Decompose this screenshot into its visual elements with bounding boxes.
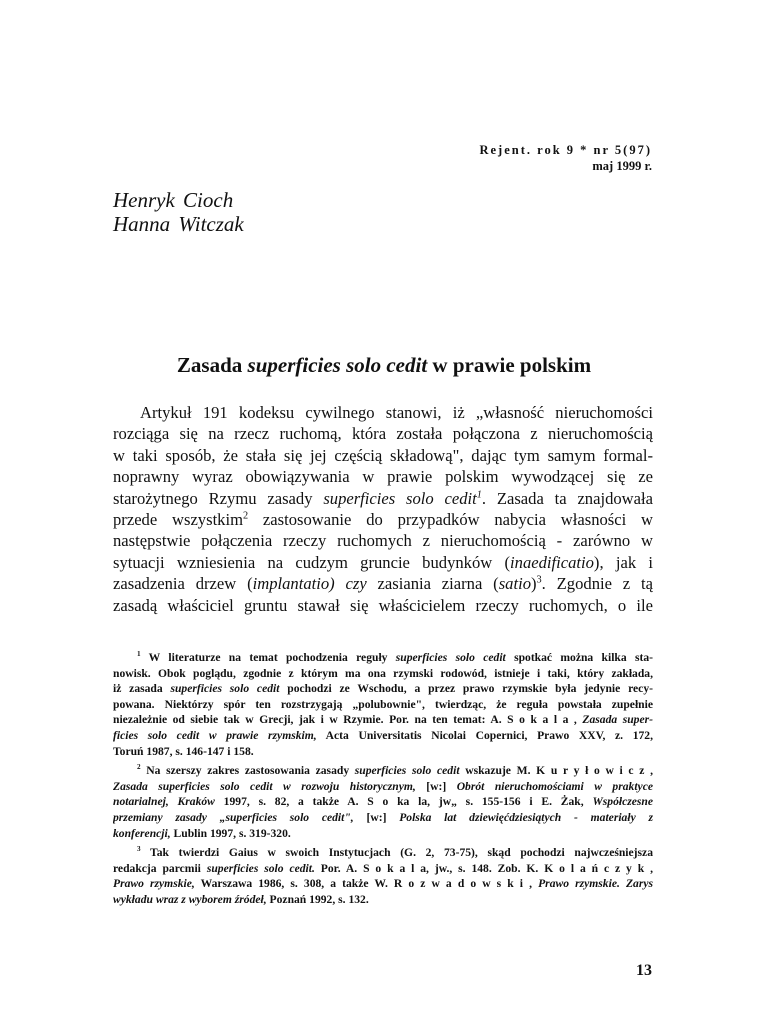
issue-date: maj 1999 r. — [592, 159, 652, 173]
body-line: sytuacji wzniesienia na cudzym gruncie budynków (inaedificatio), jak i — [113, 552, 653, 572]
body-line: starożytnego Rzymu zasady superficies solo cedit$^1$. Zasada ta znajdowała — [113, 488, 653, 508]
author-1: Henryk Cioch — [113, 188, 234, 212]
footnote-2: $^2$ Na szerszy zakres zastosowania zasady superficies solo cedit wskazuje M. K u r y ł o w i c z , Zasada superficies solo cedit w rozwoju historycznym, [w:] Obrót nieruchomościami w praktyce notarialnej, Kraków 1997, s. 82, a także A. S o ka la, jw„ s. 155-156 i E. Żak, Współczesne przemiany zasady „superficies solo cedit", [w:] Polska lat dziewięćdziesiątych - materiały z konferencji, Lublin 1997, s. 319-320. — [113, 763, 653, 840]
footnote-1: $^1$ W literaturze na temat pochodzenia reguły superficies solo cedit spotkać można kilka sta- nowisk. Obok poglądu, zgodnie z którym ma ona rzymski rodowód, istnieje i taki, który zakłada, iż zasada superficies solo cedit pochodzi ze Wschodu, a przez prawo rzymskie była jedynie recy- powana. Niektórzy spór ten rozstrzygają „polubownie", twierdząc, że reguła powstała zupełnie niezależnie od siebie tak w Grecji, jak i w Rzymie. Por. na ten temat: A. S o k a l a , Zasada super- ficies solo cedit w prawie rzymskim, Acta Universitatis Nicolai Copernici, Prawo XXV, z. 172, Toruń 1987, s. 146-147 i 158. — [113, 650, 653, 758]
footnotes — [113, 650, 653, 908]
article-body — [113, 402, 653, 616]
page-number: 13 — [636, 962, 652, 979]
authors — [113, 188, 244, 236]
footnote-3: $^3$ Tak twierdzi Gaius w swoich Instytucjach (G. 2, 73-75), skąd pochodzi najwcześniejsza redakcja parcmii superficies solo cedit. Por. A. S o k a l a, jw., s. 148. Zob. K. K o l a ń c z y k , Prawo rzymskie, Warszawa 1986, s. 308, a także W. R o z w a d o w s k i , Prawo rzymskie. Zarys wykładu wraz z wyborem źródeł, Poznań 1992, s. 132. — [113, 845, 653, 906]
body-line: przede wszystkim$^2$ zastosowanie do przypadków nabycia własności w — [113, 509, 653, 529]
journal-header — [352, 142, 652, 174]
journal-issue: Rejent. rok 9 * nr 5(97) — [479, 143, 652, 157]
body-line: w taki sposób, że stała się jej częścią składową", dając tym samym formal- — [113, 445, 653, 465]
body-line: Artykuł 191 kodeksu cywilnego stanowi, iż „własność nieruchomości — [140, 403, 653, 422]
author-2: Hanna Witczak — [113, 212, 244, 236]
body-line: noprawny wyraz obowiązywania w prawie polskim wywodzącej się ze — [113, 467, 653, 487]
body-line: rozciąga się na rzecz ruchomą, która została połączona z nieruchomością — [113, 424, 653, 444]
article-title: Zasada superficies solo cedit w prawie polskim — [176, 353, 592, 377]
body-line: następstwie połączenia rzeczy ruchomych z nieruchomością - zarówno w — [113, 531, 653, 551]
body-line: zasadą właściciel gruntu stawał się właścicielem rzeczy ruchomych, o ile — [113, 595, 653, 615]
body-line: zasadzenia drzew (implantatio) czy zasiania ziarna (satio)$^3$. Zgodnie z tą — [113, 574, 653, 594]
